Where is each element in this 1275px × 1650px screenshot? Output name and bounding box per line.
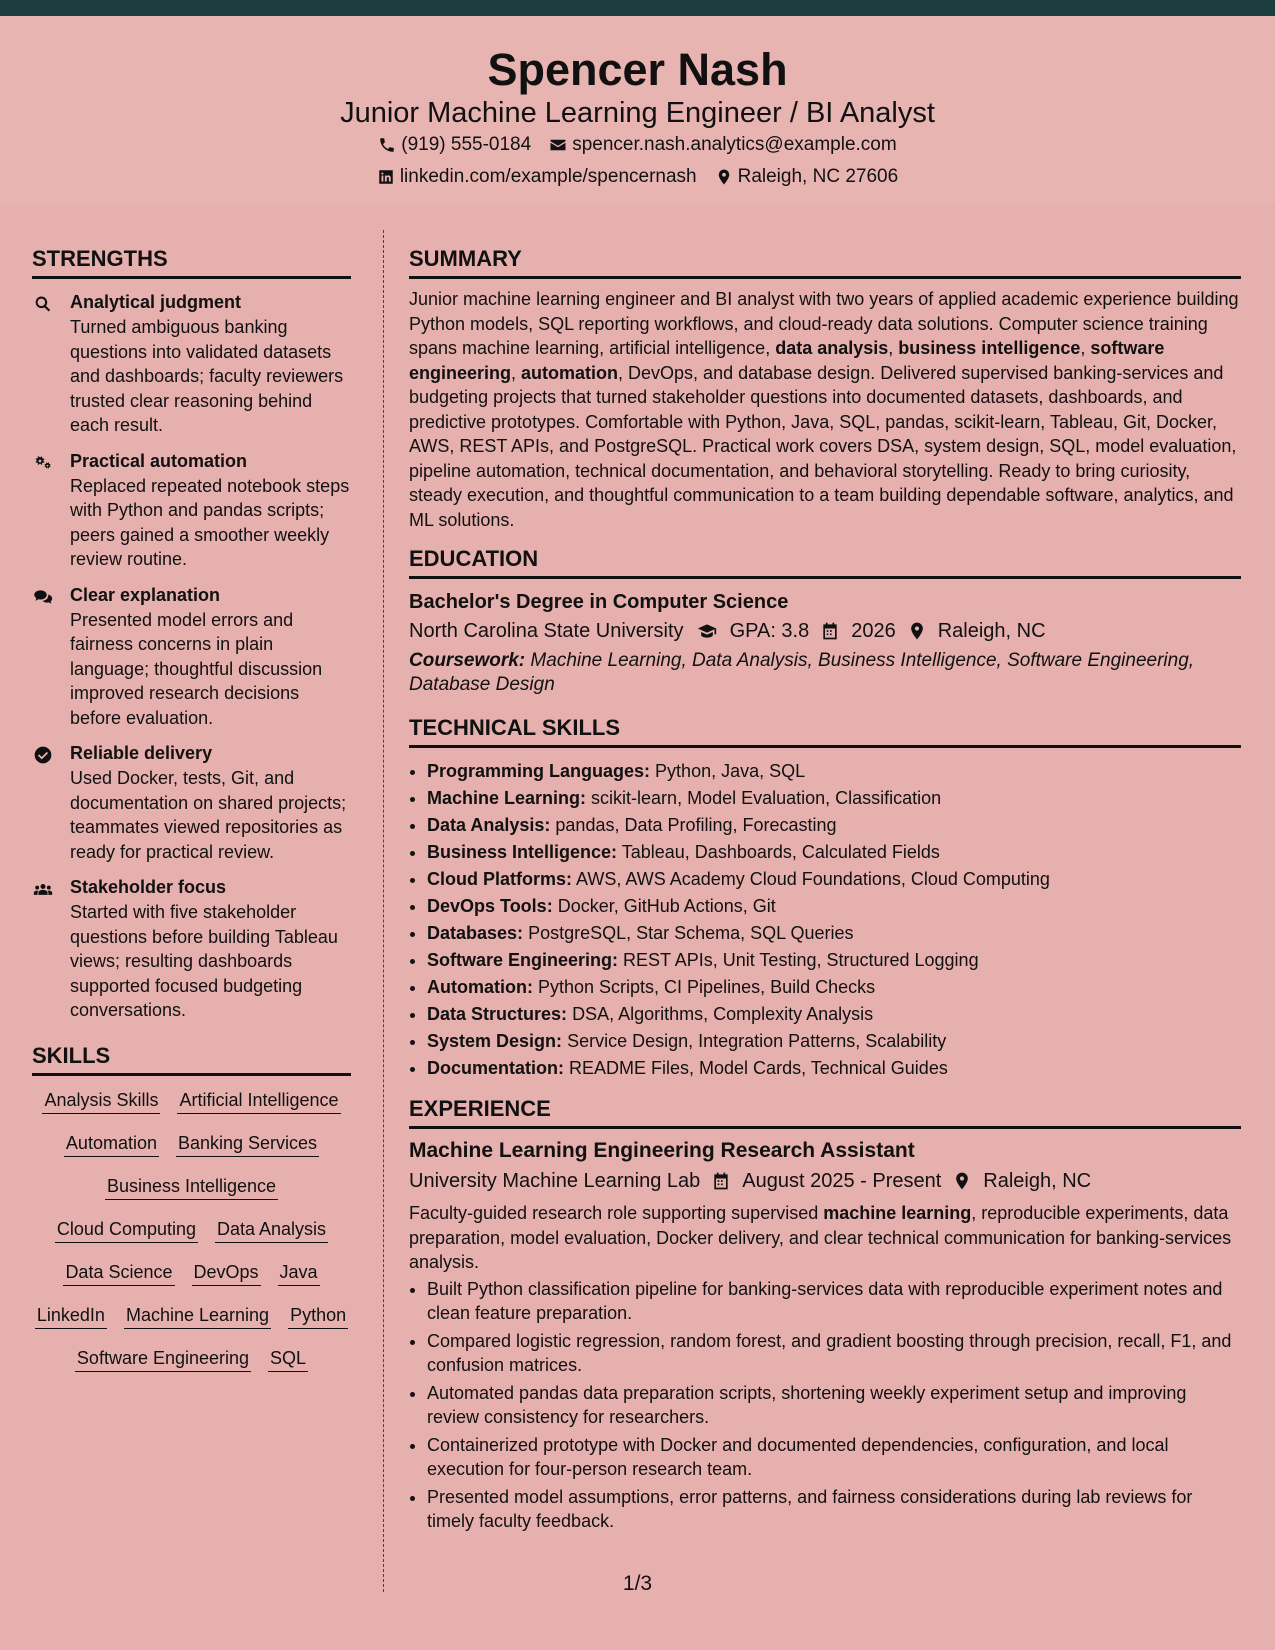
- skill-value: Docker, GitHub Actions, Git: [557, 896, 776, 916]
- skill-tag: Analysis Skills: [42, 1088, 160, 1114]
- coursework: [409, 649, 1241, 697]
- skill-label: Machine Learning:: [427, 788, 587, 808]
- skill-label: Programming Languages:: [427, 761, 651, 781]
- skill-row: [427, 1001, 1241, 1028]
- job-role: Machine Learning Engineering Research Assistant: [409, 1139, 915, 1162]
- strength-item: [32, 876, 351, 1023]
- skill-row: [427, 758, 1241, 785]
- skill-tag: Software Engineering: [75, 1346, 251, 1372]
- job-bullet: • Compared logistic regression, random forest, and gradient boosting through precision, recall, F1, and confusion matrices.: [427, 1329, 1241, 1378]
- skill-tag: Automation: [64, 1131, 159, 1157]
- strength-text: Turned ambiguous banking questions into validated datasets and dashboards; faculty reviewers trusted clear reasoning behind each result.: [70, 317, 344, 435]
- strength-item: [32, 291, 351, 438]
- summary-keyword: software engineering: [409, 338, 1165, 383]
- check-circle-icon: [32, 745, 54, 765]
- coursework-list: Machine Learning, Data Analysis, Business Intelligence, Software Engineering, Database Design: [409, 650, 1195, 695]
- job-bullet: • Automated pandas data preparation scripts, shortening weekly experiment setup and improving review consistency for researchers.: [427, 1381, 1241, 1430]
- skill-tag: DevOps: [192, 1260, 261, 1286]
- skill-value: PostgreSQL, Star Schema, SQL Queries: [528, 923, 854, 943]
- skill-tag: Banking Services: [176, 1131, 319, 1157]
- skill-label: Automation:: [427, 977, 533, 997]
- skill-label: Databases:: [427, 923, 524, 943]
- job-description: [409, 1201, 1241, 1275]
- skill-value: README Files, Model Cards, Technical Guides: [569, 1058, 948, 1078]
- column-divider: [383, 230, 384, 1592]
- map-pin-icon: [715, 168, 733, 186]
- skill-value: REST APIs, Unit Testing, Structured Logging: [623, 950, 979, 970]
- skill-tag: Data Science: [63, 1260, 174, 1286]
- resume-header: [0, 16, 1275, 204]
- right-column: [409, 230, 1241, 1537]
- users-icon: [32, 879, 54, 899]
- skill-tag: SQL: [268, 1346, 308, 1372]
- skill-row: [427, 947, 1241, 974]
- phone-text: (919) 555-0184: [401, 134, 532, 155]
- skill-row: [427, 974, 1241, 1001]
- skill-label: Data Structures:: [427, 1004, 568, 1024]
- skill-value: DSA, Algorithms, Complexity Analysis: [572, 1004, 874, 1024]
- summary-separator: ,: [888, 338, 899, 358]
- linkedin-item[interactable]: [377, 165, 697, 189]
- skill-tag: Artificial Intelligence: [177, 1088, 340, 1114]
- email-item[interactable]: [549, 133, 897, 157]
- map-pin-icon: [951, 1171, 973, 1191]
- skill-tag: Business Intelligence: [105, 1174, 278, 1200]
- strength-text: Presented model errors and fairness concerns in plain language; thoughtful discussion improved research decisions before evaluation.: [70, 609, 323, 728]
- skill-tag: Machine Learning: [124, 1303, 271, 1329]
- technical-skills-list: [409, 758, 1241, 1082]
- skills-heading: SKILLS: [32, 1043, 351, 1076]
- skill-label: System Design:: [427, 1031, 563, 1051]
- job-desc-part: , reproducible experiments, data preparation, model evaluation, Docker delivery, and clear technical communication for banking-services analysis.: [409, 1203, 1232, 1272]
- job-bullet: • Built Python classification pipeline for banking-services data with reproducible experiment notes and clean feature preparation.: [427, 1277, 1241, 1326]
- skill-row: [427, 1055, 1241, 1082]
- skill-tag: Python: [288, 1303, 348, 1329]
- education-meta: [409, 617, 1241, 645]
- job-bullet: • Containerized prototype with Docker and documented dependencies, configuration, and local execution for four-person research team.: [427, 1433, 1241, 1482]
- experience-heading: EXPERIENCE: [409, 1096, 1241, 1129]
- strength-text: Replaced repeated notebook steps with Python and pandas scripts; peers gained a smoother weekly review routine.: [70, 475, 350, 569]
- gears-icon: [32, 453, 54, 473]
- linkedin-icon: [377, 168, 395, 186]
- job-desc-part: Faculty-guided research role supporting supervised: [409, 1203, 824, 1223]
- skill-row: [427, 1028, 1241, 1055]
- location-item: [715, 165, 899, 189]
- skill-label: Data Analysis:: [427, 815, 551, 835]
- skill-row: [427, 866, 1241, 893]
- job-meta: [409, 1167, 1241, 1195]
- strengths-heading: STRENGTHS: [32, 246, 351, 279]
- map-pin-icon: [906, 621, 928, 641]
- top-accent-bar: [0, 0, 1275, 16]
- search-icon: [32, 294, 54, 314]
- education-location: Raleigh, NC: [937, 620, 1046, 642]
- strength-item: [32, 450, 351, 572]
- strength-title: Practical automation: [70, 450, 248, 471]
- skill-row: [427, 812, 1241, 839]
- skill-row: [427, 839, 1241, 866]
- linkedin-text[interactable]: linkedin.com/example/spencernash: [399, 166, 697, 187]
- phone-item: [378, 133, 531, 157]
- summary-keyword: business intelligence: [898, 338, 1081, 358]
- skill-tag: Java: [278, 1260, 320, 1286]
- summary-part: Junior machine learning engineer and BI analyst with two years of applied academic experience building Python models, SQL reporting workflows, and cloud-ready data solutions. Computer science training spans machine learning, artificial intelligence,: [409, 289, 1239, 358]
- gpa-text: GPA: 3.8: [729, 620, 810, 642]
- candidate-title: Junior Machine Learning Engineer / BI Analyst: [340, 97, 935, 129]
- summary-heading: SUMMARY: [409, 246, 1241, 279]
- skill-value: AWS, AWS Academy Cloud Foundations, Cloud Computing: [576, 869, 1050, 889]
- skill-tag: LinkedIn: [35, 1303, 107, 1329]
- job-dates: August 2025 - Present: [742, 1170, 942, 1192]
- left-column: [32, 230, 351, 1389]
- skill-row: [427, 920, 1241, 947]
- skill-tag: Cloud Computing: [55, 1217, 198, 1243]
- envelope-icon: [549, 136, 567, 154]
- strength-text: Used Docker, tests, Git, and documentation on shared projects; teammates viewed repositories as ready for practical review.: [70, 768, 347, 862]
- summary-keyword: automation: [521, 362, 619, 383]
- skill-value: scikit-learn, Model Evaluation, Classification: [591, 788, 942, 808]
- skill-value: Service Design, Integration Patterns, Scalability: [567, 1031, 947, 1051]
- school-name: North Carolina State University: [409, 620, 684, 642]
- skill-row: [427, 893, 1241, 920]
- skill-row: [427, 785, 1241, 812]
- strength-title: Reliable delivery: [70, 743, 213, 763]
- graduation-cap-icon: [694, 621, 720, 641]
- contact-row-1: [0, 133, 1275, 157]
- skill-value: pandas, Data Profiling, Forecasting: [555, 815, 837, 835]
- skill-label: Software Engineering:: [427, 950, 619, 970]
- page-number: 1/3: [622, 1572, 653, 1595]
- contact-row-2: [0, 165, 1275, 189]
- summary-keyword: data analysis: [775, 338, 889, 358]
- strength-text: Started with five stakeholder questions before building Tableau views; resulting dashboards supported focused budgeting conversations.: [70, 902, 338, 1020]
- phone-icon: [378, 136, 396, 154]
- comments-icon: [32, 587, 54, 607]
- skill-value: Tableau, Dashboards, Calculated Fields: [621, 842, 940, 862]
- skill-label: Documentation:: [427, 1058, 564, 1078]
- technical-skills-heading: TECHNICAL SKILLS: [409, 715, 1241, 748]
- candidate-name: Spencer Nash: [487, 44, 788, 95]
- graduation-year: 2026: [851, 620, 896, 642]
- strength-item: [32, 584, 351, 731]
- job-desc-keyword: machine learning: [823, 1203, 972, 1223]
- location-text: Raleigh, NC 27606: [737, 166, 899, 187]
- strength-item: [32, 742, 351, 864]
- calendar-icon: [710, 1171, 732, 1191]
- calendar-icon: [819, 621, 841, 641]
- degree-title: Bachelor's Degree in Computer Science: [409, 591, 789, 613]
- skill-tag: Data Analysis: [215, 1217, 328, 1243]
- skill-value: Python, Java, SQL: [655, 761, 806, 781]
- summary-part: , DevOps, and database design. Delivered supervised banking-services and budgeting projects that turned stakeholder questions into documented datasets, dashboards, and predictive prototypes. Comfortable with Python, Java, SQL, pandas, scikit-learn, Tableau, Git, Docker, AWS, REST APIs, and PostgreSQL. Practical work covers DSA, system design, SQL, model evaluation, pipeline automation, technical documentation, and behavioral storytelling. Ready to bring curiosity, steady execution, and thoughtful communication to a team building dependable software, analytics, and ML solutions.: [409, 362, 1237, 530]
- summary-separator: ,: [511, 362, 522, 383]
- job-bullets: [409, 1277, 1241, 1534]
- coursework-label: Coursework:: [409, 650, 526, 671]
- job-bullet: • Presented model assumptions, error patterns, and fairness considerations during lab reviews for timely faculty feedback.: [427, 1485, 1241, 1534]
- skill-value: Python Scripts, CI Pipelines, Build Checks: [538, 977, 876, 997]
- job-org: University Machine Learning Lab: [409, 1170, 701, 1192]
- strength-title: Stakeholder focus: [70, 877, 227, 897]
- strength-title: Analytical judgment: [70, 292, 242, 312]
- education-heading: EDUCATION: [409, 546, 1241, 579]
- skill-label: Cloud Platforms:: [427, 869, 573, 889]
- summary-separator: ,: [1080, 338, 1091, 358]
- skill-label: DevOps Tools:: [427, 896, 553, 916]
- strength-title: Clear explanation: [70, 584, 221, 605]
- job-location: Raleigh, NC: [983, 1170, 1092, 1192]
- skill-tags: [32, 1088, 351, 1389]
- email-text[interactable]: spencer.nash.analytics@example.com: [572, 134, 897, 155]
- summary-text: [409, 287, 1241, 532]
- skill-label: Business Intelligence:: [427, 842, 618, 862]
